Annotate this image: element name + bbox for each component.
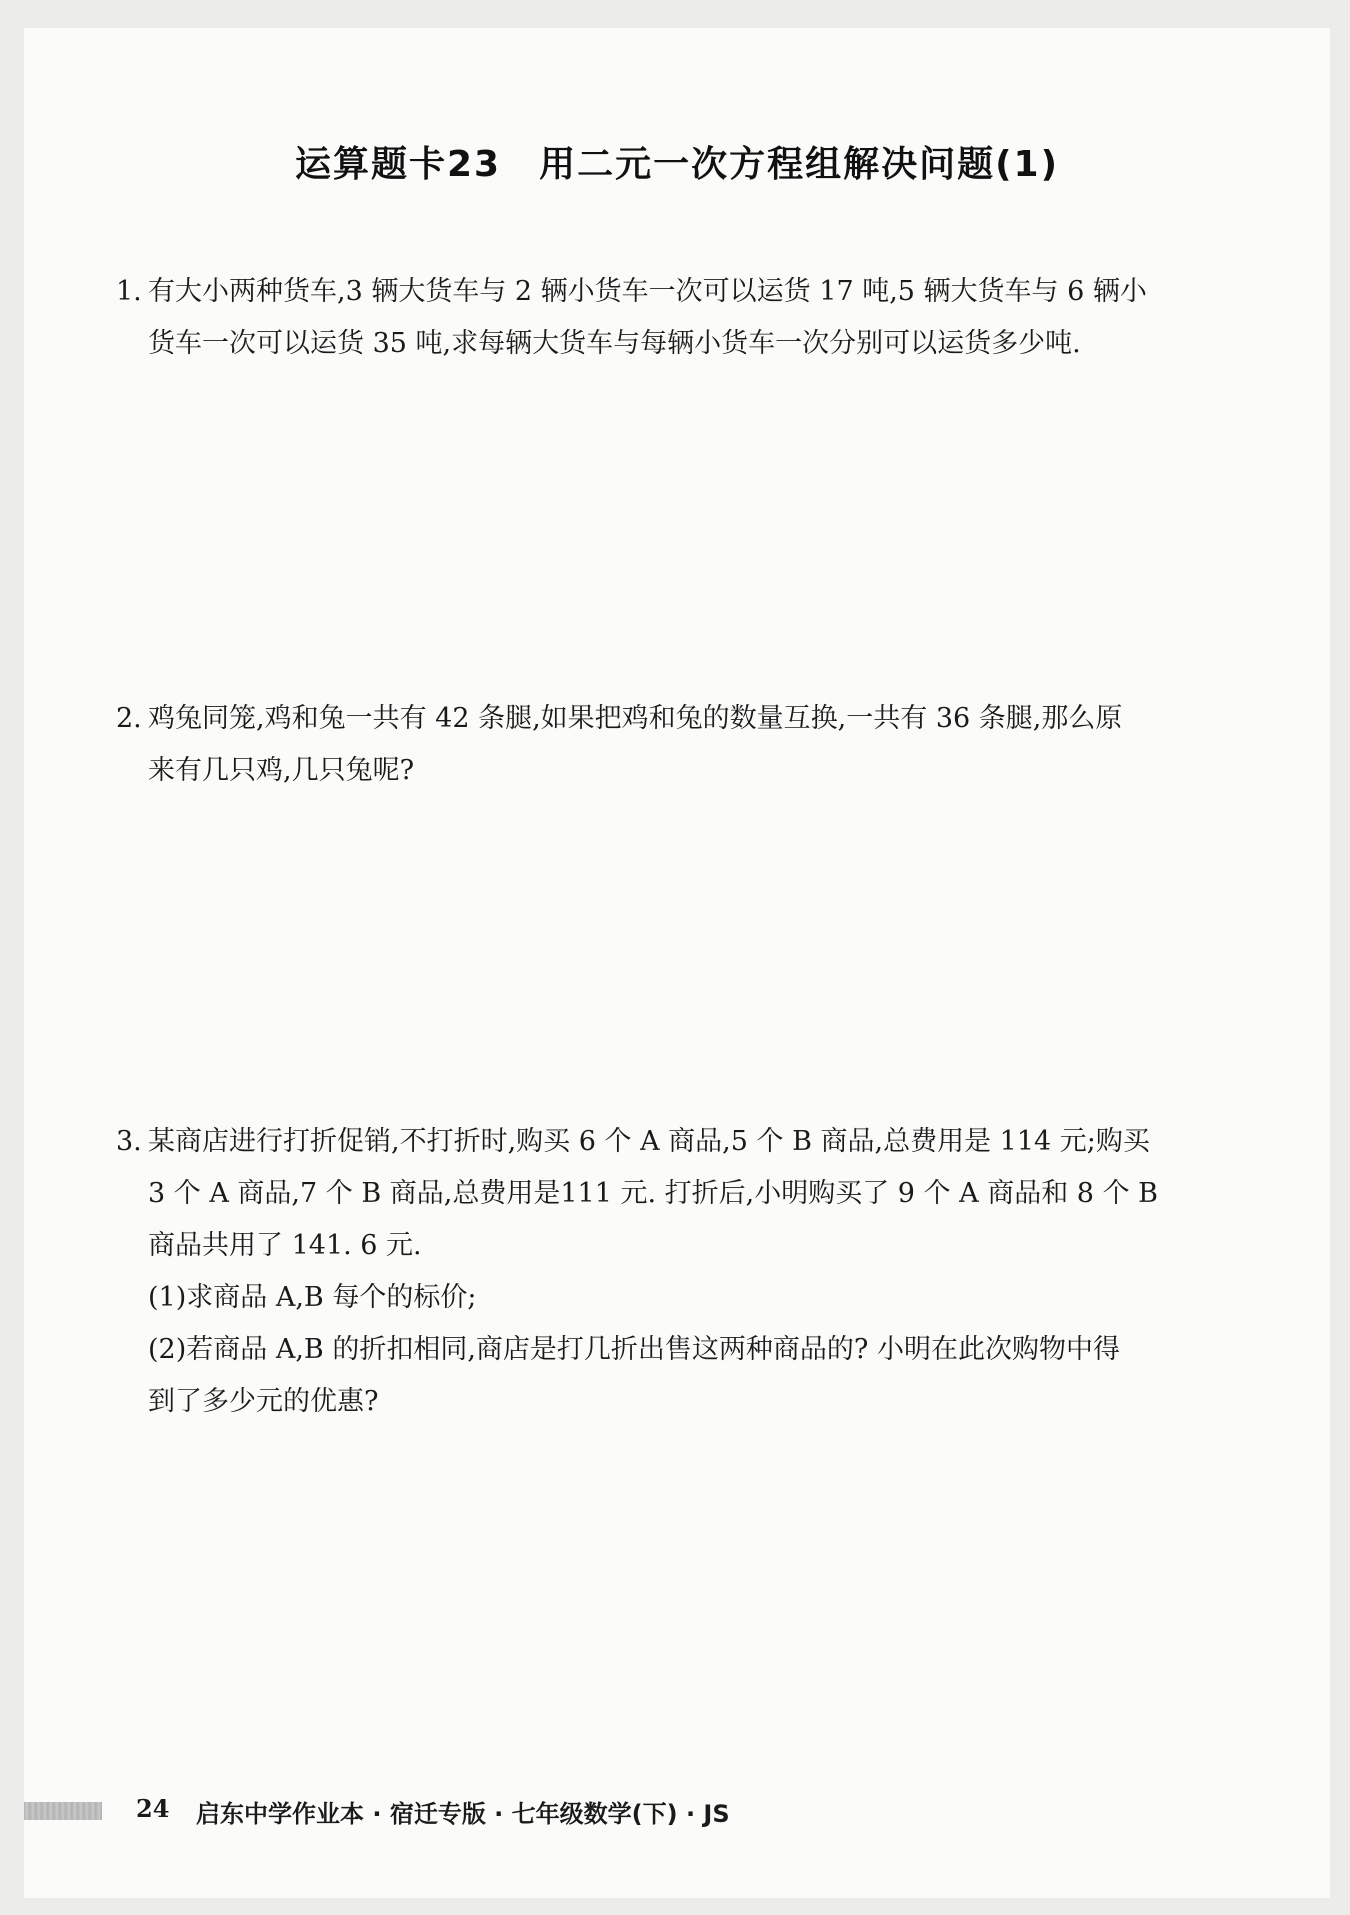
- footer-decoration-bar: [24, 1802, 102, 1820]
- page-number: 24: [136, 1794, 170, 1823]
- problem-number: 2.: [116, 703, 142, 734]
- page-footer: [24, 1792, 924, 1832]
- problem-number: 3.: [116, 1126, 142, 1157]
- workbook-page: [24, 28, 1330, 1898]
- problem-3: [116, 1116, 1296, 1428]
- problem-text-line: 鸡兔同笼,鸡和兔一共有 42 条腿,如果把鸡和兔的数量互换,一共有 36 条腿,那么原: [148, 703, 1123, 734]
- page-title: [24, 136, 1330, 187]
- problem-text-line: 有大小两种货车,3 辆大货车与 2 辆小货车一次可以运货 17 吨,5 辆大货车与 6 辆小: [148, 276, 1147, 307]
- problem-text-line: 3 个 A 商品,7 个 B 商品,总费用是111 元. 打折后,小明购买了 9 个 A 商品和 8 个 B: [148, 1178, 1158, 1209]
- subquestion-2-continued: 到了多少元的优惠?: [148, 1386, 379, 1417]
- subquestion-2: (2)若商品 A,B 的折扣相同,商店是打几折出售这两种商品的? 小明在此次购物中得: [148, 1334, 1120, 1365]
- problem-text-line: 某商店进行打折促销,不打折时,购买 6 个 A 商品,5 个 B 商品,总费用是 114 元;购买: [148, 1126, 1150, 1157]
- card-code: 运算题卡23: [294, 144, 502, 185]
- problem-2: [116, 693, 1296, 797]
- problem-1: [116, 266, 1296, 370]
- book-title: 启东中学作业本 · 宿迁专版 · 七年级数学(下) · JS: [196, 1800, 730, 1828]
- problem-text-line: 货车一次可以运货 35 吨,求每辆大货车与每辆小货车一次分别可以运货多少吨.: [148, 328, 1081, 359]
- problem-text-line: 来有几只鸡,几只兔呢?: [148, 755, 415, 786]
- subquestion-1: (1)求商品 A,B 每个的标价;: [148, 1282, 477, 1313]
- problem-text-line: 商品共用了 141. 6 元.: [148, 1230, 422, 1261]
- problem-number: 1.: [116, 276, 142, 307]
- card-topic: 用二元一次方程组解决问题(1): [539, 144, 1060, 185]
